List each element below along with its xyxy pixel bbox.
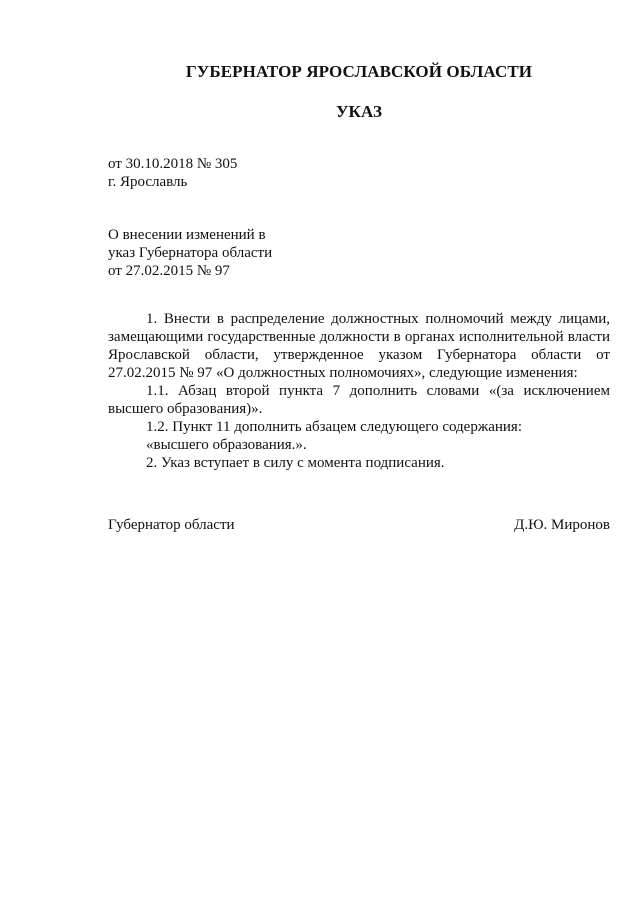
paragraph-1-2: 1.2. Пункт 11 дополнить абзацем следующего содержания: xyxy=(146,419,522,435)
subject-line-1: О внесении изменений в xyxy=(108,227,266,243)
date-block xyxy=(108,155,237,191)
paragraph-1-2-quote: «высшего образования.». xyxy=(146,437,307,453)
city: г. Ярославль xyxy=(108,174,188,190)
document-type: УКАЗ xyxy=(335,102,383,121)
signatory-name: Д.Ю. Миронов xyxy=(514,517,610,533)
date-number: от 30.10.2018 № 305 xyxy=(108,156,238,172)
paragraph-2: 2. Указ вступает в силу с момента подписания. xyxy=(146,455,445,471)
paragraph-1-1: 1.1. Абзац второй пункта 7 дополнить словами «(за исключением высшего образования)». xyxy=(108,383,610,417)
subject-line-2: указ Губернатора области xyxy=(108,245,273,261)
paragraph-1: 1. Внести в распределение должностных полномочий между лицами, замещающими государственные должности в органах исполнительной власти Ярославской области, утвержденное указом Губернатора области от 27.02.2015 № 97 «О должностных полномочиях», следующие изменения: xyxy=(108,311,610,381)
signatory-position: Губернатор области xyxy=(108,517,235,533)
subject-line-3: от 27.02.2015 № 97 xyxy=(108,263,230,279)
subject-block xyxy=(108,226,272,280)
document-heading: ГУБЕРНАТОР ЯРОСЛАВСКОЙ ОБЛАСТИ xyxy=(185,62,533,81)
document-body xyxy=(108,310,610,472)
